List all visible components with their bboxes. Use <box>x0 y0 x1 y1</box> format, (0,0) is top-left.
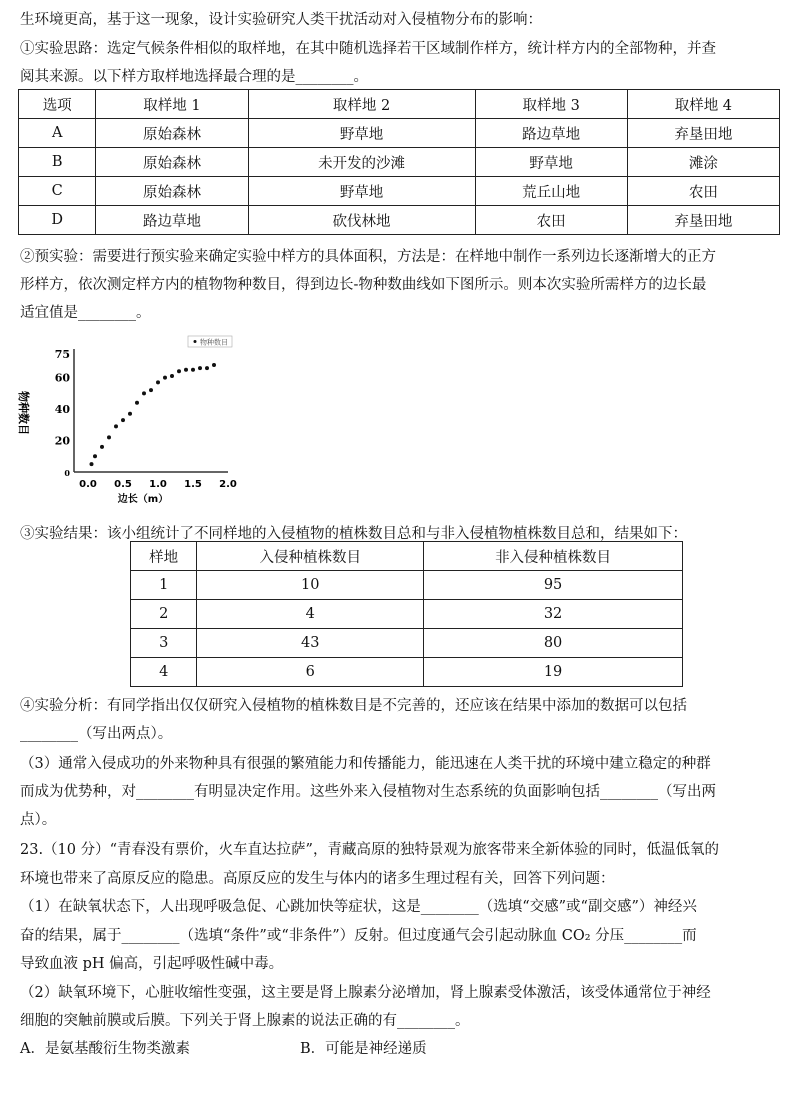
header-cell: 入侵种植株数目 <box>197 542 424 571</box>
step1-line: 阅其来源。以下样方取样地选择最合理的是________。 <box>20 69 368 85</box>
data-point <box>149 388 153 392</box>
table-cell: 路边草地 <box>475 119 627 148</box>
table-cell: 野草地 <box>475 148 627 177</box>
table-row <box>131 600 683 629</box>
q23-line: 细胞的突触前膜或后膜。下列关于肾上腺素的说法正确的有________。 <box>20 1013 470 1029</box>
data-point <box>212 363 216 367</box>
table-cell: 农田 <box>627 177 779 206</box>
data-point <box>191 368 195 372</box>
table-cell: 未开发的沙滩 <box>248 148 475 177</box>
option-b: B．可能是神经递质 <box>300 1041 427 1057</box>
step2-line: 形样方，依次测定样方内的植物物种数目，得到边长-物种数曲线如下图所示。则本次实验所需样方的边长最 <box>20 277 707 293</box>
table-cell: 原始森林 <box>96 177 248 206</box>
step1-line: ①实验思路：选定气候条件相似的取样地，在其中随机选择若干区域制作样方，统计样方内的全部物种，并查 <box>20 41 716 57</box>
x-tick-label: 1.0 <box>149 479 167 490</box>
q23-line: （2）缺氧环境下，心脏收缩性变强，这主要是肾上腺素分泌增加，肾上腺素受体激活，该受体通常位于神经 <box>20 984 711 1001</box>
table-cell: 1 <box>131 571 197 600</box>
y-tick-label: 0 <box>64 468 70 478</box>
table-cell: 2 <box>131 600 197 629</box>
x-tick-label: 0.5 <box>114 479 132 490</box>
table-cell: 43 <box>197 629 424 658</box>
table-cell: 32 <box>424 600 683 629</box>
y-tick-label: 75 <box>54 348 70 361</box>
species-area-chart <box>14 332 240 504</box>
data-point <box>90 462 94 466</box>
x-tick-label: 0.0 <box>79 479 97 490</box>
table-row <box>131 571 683 600</box>
table-row <box>19 148 780 177</box>
data-point <box>128 412 132 416</box>
table-row <box>131 658 683 687</box>
y-tick-label: 40 <box>54 403 70 417</box>
table-cell: B <box>19 148 96 177</box>
table-cell: 农田 <box>475 206 627 235</box>
table-cell: 弃垦田地 <box>627 206 779 235</box>
q3-line: 点）。 <box>20 812 57 828</box>
header-cell: 样地 <box>131 542 197 571</box>
step3-text: ③实验结果：该小组统计了不同样地的入侵植物的植株数目总和与非入侵植物植株数目总和，结果如下： <box>20 526 687 542</box>
legend-marker <box>194 340 197 343</box>
table-row <box>19 119 780 148</box>
table-cell: 95 <box>424 571 683 600</box>
y-tick-label: 20 <box>54 434 70 448</box>
legend-label: 物种数目 <box>200 338 228 347</box>
table-cell: D <box>19 206 96 235</box>
step2-line: 适宜值是________。 <box>20 305 151 321</box>
table-cell: 原始森林 <box>96 119 248 148</box>
site-options-table <box>18 89 780 235</box>
table-cell: 滩涂 <box>627 148 779 177</box>
q3-line: 而成为优势种，对________有明显决定作用。这些外来入侵植物对生态系统的负面影响包括________（写出两 <box>20 784 716 800</box>
y-tick-label: 60 <box>54 371 70 385</box>
q23-line: 环境也带来了高原反应的隐患。高原反应的发生与体内的诸多生理过程有关，回答下列问题： <box>20 870 615 887</box>
q23-line: 23.（10 分）“青春没有票价，火车直达拉萨”，青藏高原的独特景观为旅客带来全新体验的同时，低温低氧的 <box>20 842 719 858</box>
data-point <box>93 454 97 458</box>
data-point <box>135 401 139 405</box>
table-cell: 3 <box>131 629 197 658</box>
table-cell: 6 <box>197 658 424 687</box>
data-point <box>121 418 125 422</box>
option-a: A．是氨基酸衍生物类激素 <box>20 1041 190 1057</box>
table-cell: 4 <box>131 658 197 687</box>
table-cell: 19 <box>424 658 683 687</box>
table-cell: C <box>19 177 96 206</box>
data-point <box>184 368 188 372</box>
table-cell: 原始森林 <box>96 148 248 177</box>
table-row <box>131 629 683 658</box>
table-cell: 4 <box>197 600 424 629</box>
data-point <box>205 366 209 370</box>
header-cell: 取样地 4 <box>627 90 779 119</box>
table-cell: 弃垦田地 <box>627 119 779 148</box>
y-axis-label: 物种数目 <box>17 391 30 435</box>
table-row <box>19 177 780 206</box>
table-cell: 荒丘山地 <box>475 177 627 206</box>
table-cell: 野草地 <box>248 119 475 148</box>
q3-line: （3）通常入侵成功的外来物种具有很强的繁殖能力和传播能力，能迅速在人类干扰的环境中建立稳定的种群 <box>20 756 711 772</box>
step4-line: ________（写出两点）。 <box>20 726 173 742</box>
header-cell: 取样地 1 <box>96 90 248 119</box>
table-header-row <box>131 542 683 571</box>
results-table <box>130 541 683 687</box>
data-point <box>100 445 104 449</box>
data-point <box>198 366 202 370</box>
x-axis-label: 边长（m） <box>117 494 169 504</box>
table-row <box>19 206 780 235</box>
table-cell: 10 <box>197 571 424 600</box>
table-cell: 80 <box>424 629 683 658</box>
header-cell: 非入侵种植株数目 <box>424 542 683 571</box>
intro-text: 生环境更高，基于这一现象，设计实验研究人类干扰活动对入侵植物分布的影响： <box>20 12 542 28</box>
data-point <box>156 380 160 384</box>
step2-line: ②预实验：需要进行预实验来确定实验中样方的具体面积，方法是：在样地中制作一系列边长逐渐增大的正方 <box>20 249 716 265</box>
q23-line: 导致血液 pH 偏高，引起呼吸性碱中毒。 <box>20 956 284 972</box>
table-cell: A <box>19 119 96 148</box>
q23-line: （1）在缺氧状态下，人出现呼吸急促、心跳加快等症状，这是________（选填“交感”或“副交感”）神经兴 <box>20 899 697 915</box>
table-header-row <box>19 90 780 119</box>
q23-line: 奋的结果，属于________（选填“条件”或“非条件”）反射。但过度通气会引起动脉血 CO₂ 分压________而 <box>20 927 697 944</box>
data-point <box>114 424 118 428</box>
data-point <box>163 376 167 380</box>
data-point <box>170 374 174 378</box>
header-cell: 取样地 2 <box>248 90 475 119</box>
data-point <box>142 391 146 395</box>
x-tick-label: 1.5 <box>184 479 202 490</box>
table-cell: 路边草地 <box>96 206 248 235</box>
data-point <box>107 435 111 439</box>
step4-line: ④实验分析：有同学指出仅仅研究入侵植物的植株数目是不完善的，还应该在结果中添加的数据可以包括 <box>20 698 687 714</box>
table-cell: 野草地 <box>248 177 475 206</box>
table-cell: 砍伐林地 <box>248 206 475 235</box>
header-cell: 选项 <box>19 90 96 119</box>
header-cell: 取样地 3 <box>475 90 627 119</box>
data-point <box>177 369 181 373</box>
x-tick-label: 2.0 <box>219 479 237 490</box>
